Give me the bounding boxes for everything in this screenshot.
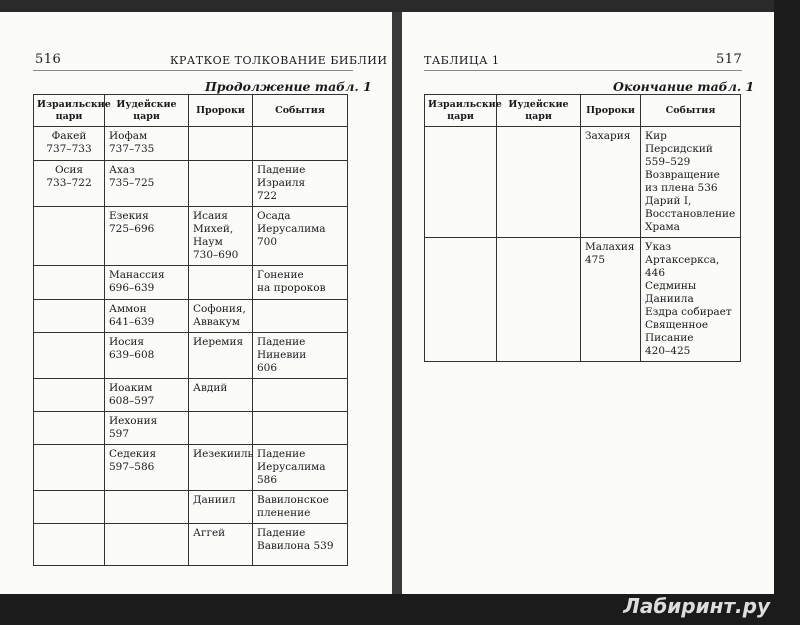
- table-cell: [34, 445, 105, 491]
- table-cell: [253, 300, 348, 333]
- chronology-table-right: [424, 94, 741, 362]
- table-cell: Иезекииль: [189, 445, 253, 491]
- table-cell: Захария: [581, 127, 641, 238]
- table-row: [34, 379, 348, 412]
- page-number-left: 516: [35, 52, 62, 67]
- table-cell: Малахия 475: [581, 238, 641, 362]
- table-cell: Факей 737–733: [34, 127, 105, 161]
- table-cell: [34, 207, 105, 266]
- table-cell: [105, 491, 189, 524]
- table-cell: Иеремия: [189, 333, 253, 379]
- table-cell: [497, 238, 581, 362]
- table-caption-right: Окончание табл. 1: [613, 79, 755, 94]
- table-cell: [34, 333, 105, 379]
- table-row: [34, 266, 348, 300]
- table-row: [34, 445, 348, 491]
- table-cell: Даниил: [189, 491, 253, 524]
- table-cell: Иофам 737–735: [105, 127, 189, 161]
- table-cell: [105, 524, 189, 566]
- table-cell: Софония, Аввакум: [189, 300, 253, 333]
- table-cell: [34, 491, 105, 524]
- table-caption-left: Продолжение табл. 1: [205, 79, 372, 94]
- table-row: [34, 524, 348, 566]
- table-cell: Аммон 641–639: [105, 300, 189, 333]
- table-cell: Иосия 639–608: [105, 333, 189, 379]
- table-cell: Гонение на пророков: [253, 266, 348, 300]
- table-row: [34, 127, 348, 161]
- table-cell: Манассия 696–639: [105, 266, 189, 300]
- table-cell: [189, 412, 253, 445]
- table-cell: [189, 266, 253, 300]
- header-rule-right: [424, 70, 742, 71]
- table-row: [425, 127, 741, 238]
- header-rule-left: [33, 70, 353, 71]
- page-number-right: 517: [716, 52, 743, 67]
- table-cell: Указ Артаксеркса, 446 Седмины Даниила Ездра собирает Священное Писание 420–425: [641, 238, 741, 362]
- table-cell: [189, 127, 253, 161]
- table-row: [425, 238, 741, 362]
- table-row: [34, 333, 348, 379]
- table-cell: [34, 300, 105, 333]
- table-cell: [34, 524, 105, 566]
- running-head-right: ТАБЛИЦА 1: [424, 54, 500, 67]
- table-cell: Падение Иерусалима 586: [253, 445, 348, 491]
- table-cell: [34, 379, 105, 412]
- table-cell: [34, 266, 105, 300]
- table-cell: Аггей: [189, 524, 253, 566]
- column-header: Израильские цари: [425, 95, 497, 127]
- book-gutter: [392, 12, 402, 594]
- table-cell: Падение Вавилона 539: [253, 524, 348, 566]
- table-cell: Иехония 597: [105, 412, 189, 445]
- table-row: [34, 207, 348, 266]
- table-cell: Исаия Михей, Наум 730–690: [189, 207, 253, 266]
- table-cell: Езекия 725–696: [105, 207, 189, 266]
- column-header: События: [641, 95, 741, 127]
- table-row: [34, 300, 348, 333]
- table-cell: Падение Израиля 722: [253, 161, 348, 207]
- running-head-left: КРАТКОЕ ТОЛКОВАНИЕ БИБЛИИ: [170, 54, 388, 67]
- page-edge-shadow: [774, 0, 800, 625]
- table-cell: [497, 127, 581, 238]
- watermark-logo: Лабиринт.ру: [623, 594, 770, 618]
- column-header: Иудейские цари: [105, 95, 189, 127]
- column-header: Пророки: [581, 95, 641, 127]
- table-row: [34, 161, 348, 207]
- table-row: [34, 412, 348, 445]
- table-cell: Седекия 597–586: [105, 445, 189, 491]
- table-cell: Падение Ниневии 606: [253, 333, 348, 379]
- column-header: Пророки: [189, 95, 253, 127]
- table-cell: [253, 412, 348, 445]
- table-cell: Иоаким 608–597: [105, 379, 189, 412]
- table-cell: [425, 127, 497, 238]
- column-header: События: [253, 95, 348, 127]
- table-cell: Ахаз 735–725: [105, 161, 189, 207]
- table-cell: [425, 238, 497, 362]
- table-cell: [189, 161, 253, 207]
- table-cell: Осия 733–722: [34, 161, 105, 207]
- table-cell: Авдий: [189, 379, 253, 412]
- column-header: Иудейские цари: [497, 95, 581, 127]
- table-cell: Кир Персидский 559–529 Возвращение из плена 536 Дарий I, Восстановление Храма: [641, 127, 741, 238]
- table-cell: [253, 127, 348, 161]
- table-cell: Осада Иерусалима 700: [253, 207, 348, 266]
- table-row: [34, 491, 348, 524]
- table-cell: [34, 412, 105, 445]
- chronology-table-left: [33, 94, 348, 566]
- table-cell: [253, 379, 348, 412]
- table-cell: Вавилонское пленение: [253, 491, 348, 524]
- column-header: Израильские цари: [34, 95, 105, 127]
